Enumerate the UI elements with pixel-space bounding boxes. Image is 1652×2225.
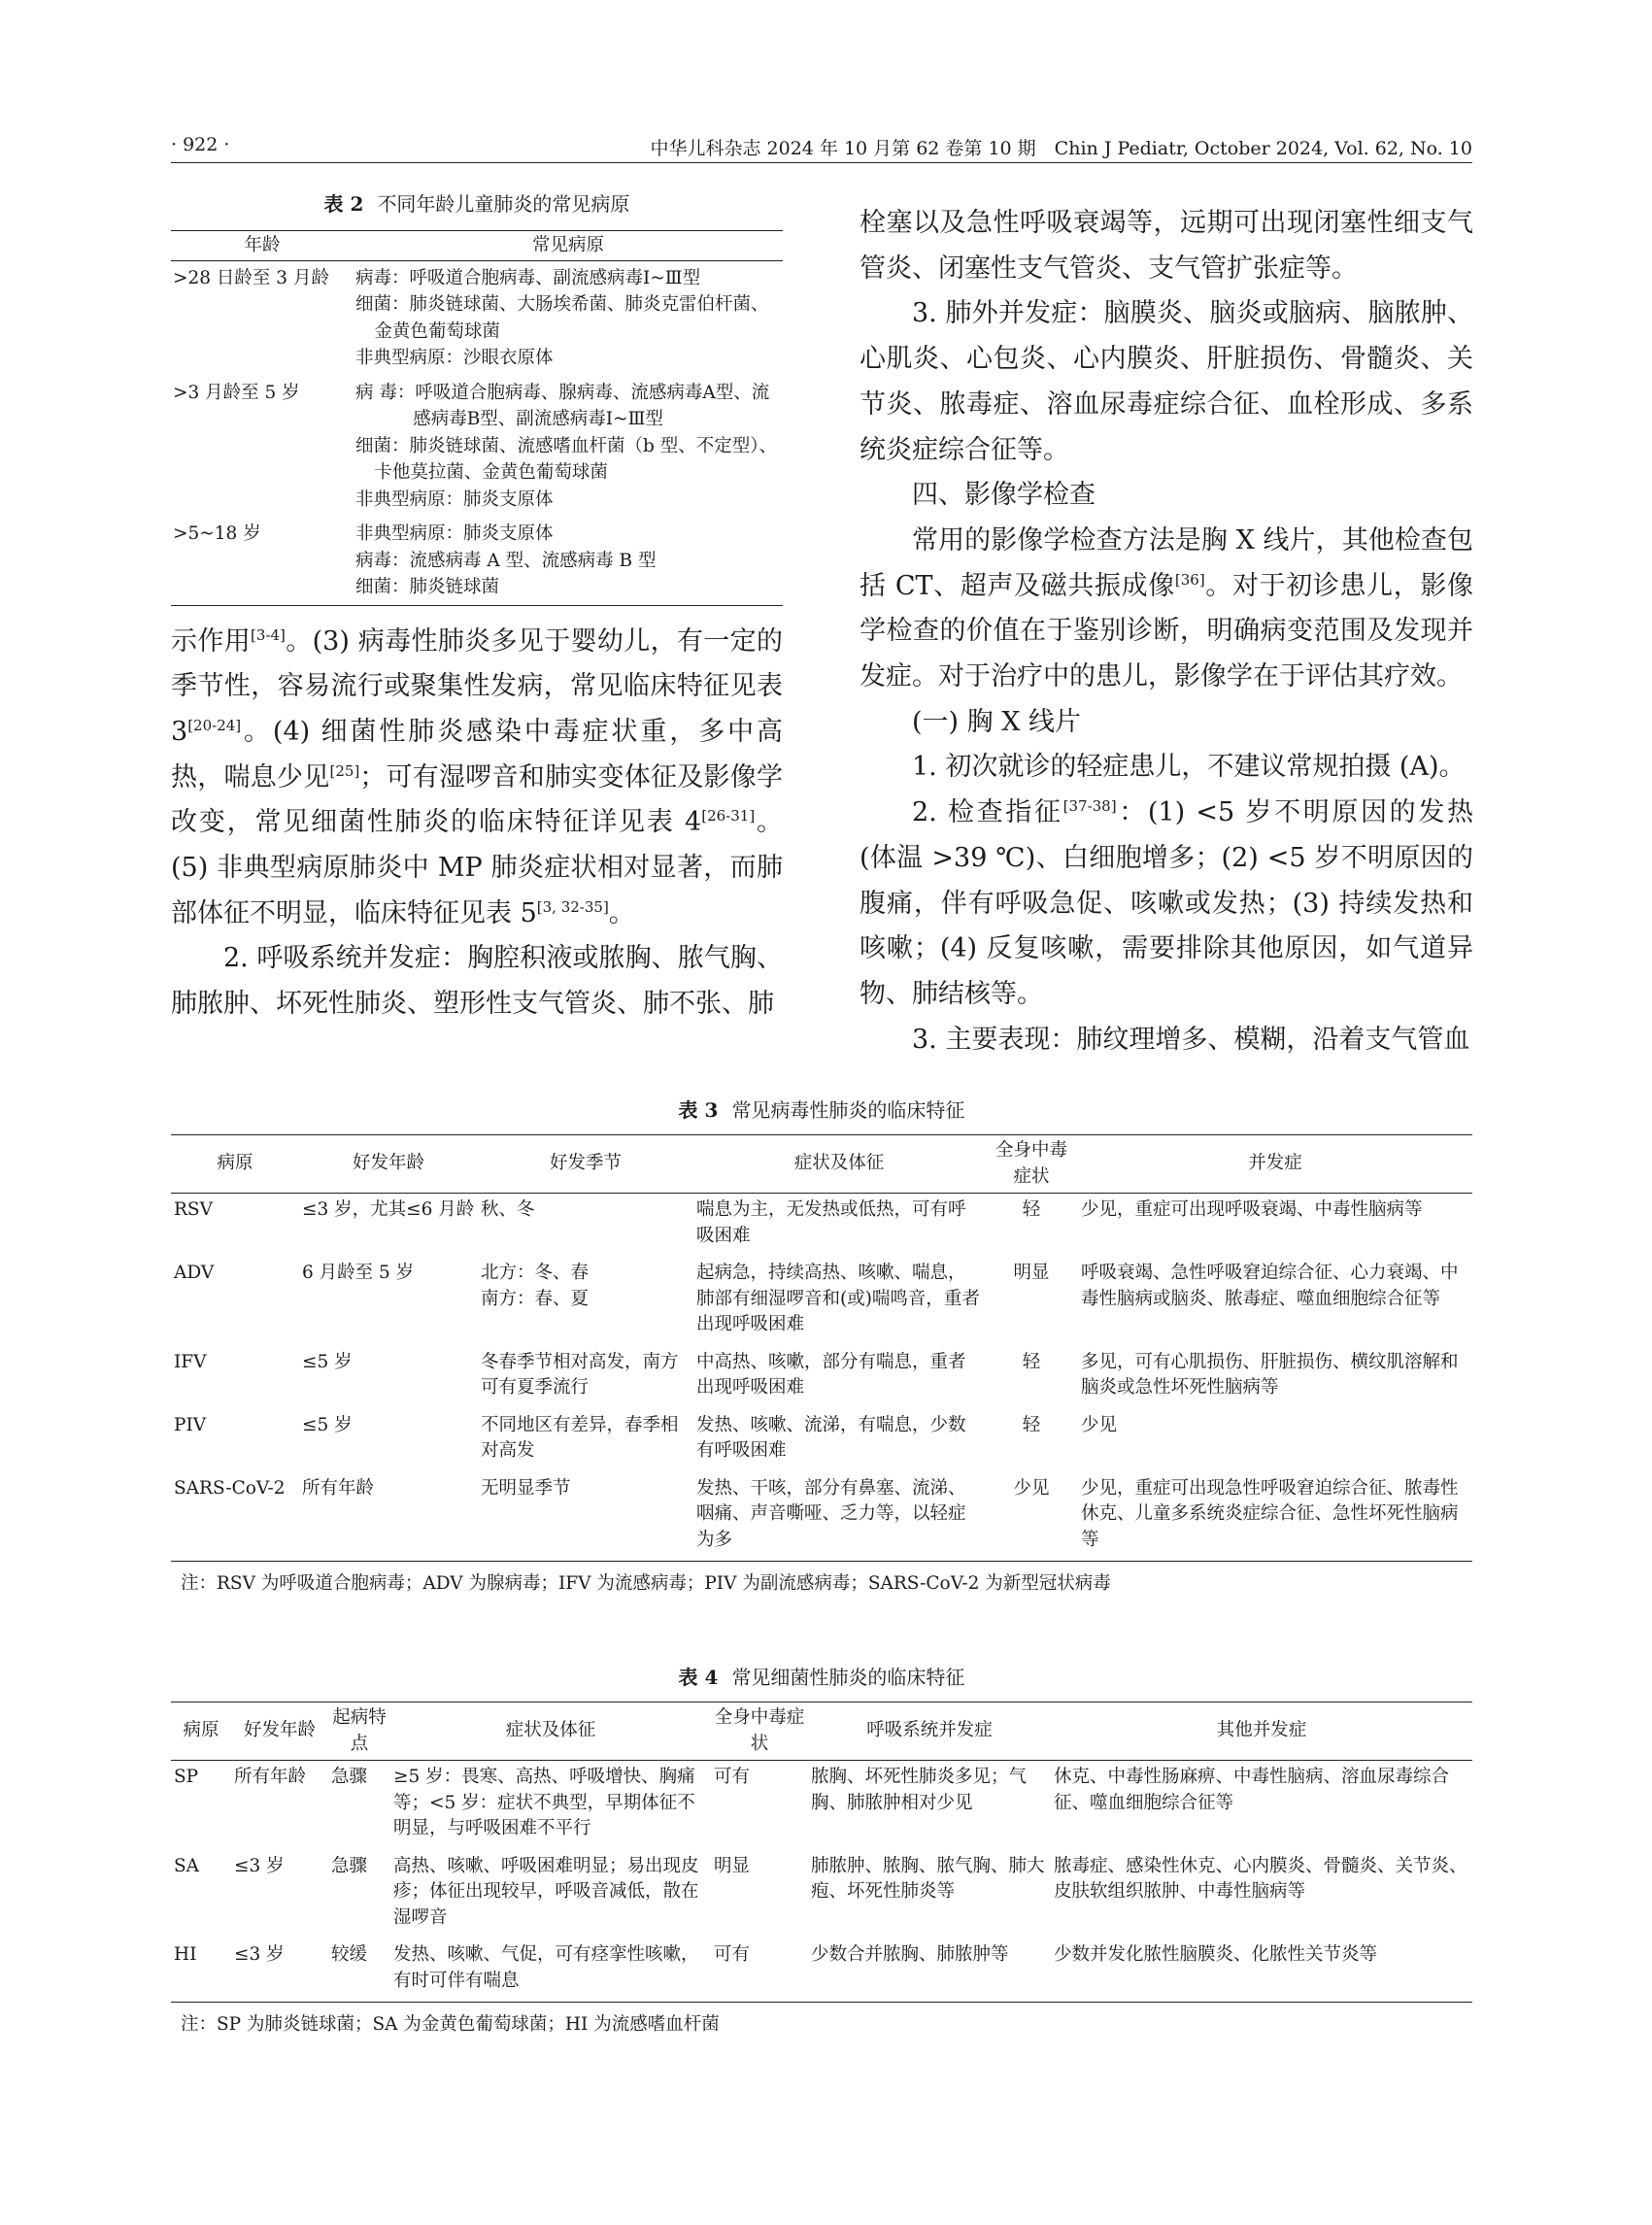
table2-row	[171, 260, 783, 376]
pathogen-line: 病毒：呼吸道合胞病毒、副流感病毒Ⅰ~Ⅲ型	[355, 267, 701, 288]
cell-season: 无明显季节	[478, 1472, 693, 1562]
body-paragraph: 3. 肺外并发症：脑膜炎、脑炎或脑病、脑脓肿、心肌炎、心包炎、心内膜炎、肝脏损伤、骨髓炎、关节炎、脓毒症、溶血尿毒症综合征、血栓形成、多系统炎症综合征等。	[860, 298, 1473, 465]
table3-header: 好发年龄	[299, 1135, 478, 1194]
table3-caption	[171, 1096, 1472, 1125]
cell-toxicity: 可有	[711, 1938, 808, 2003]
cell-pathogen: RSV	[174, 1199, 213, 1220]
cell-season: 不同地区有差异，春季相对高发	[481, 1414, 679, 1461]
cell-pathogen: SA	[174, 1855, 200, 1876]
citation-ref: [3-4]	[251, 625, 286, 644]
table4-header: 好发年龄	[231, 1702, 328, 1761]
cell-toxicity: 明显	[1013, 1263, 1050, 1283]
table2-header-row	[171, 231, 783, 261]
cell-symptoms: 高热、咳嗽、呼吸困难明显；易出现皮疹；体征出现较早，呼吸音减低，散在湿啰音	[393, 1855, 699, 1928]
cell-resp-complications: 肺脓肿、脓胸、脓气胸、肺大疱、坏死性肺炎等	[811, 1855, 1045, 1902]
pathogen-line: 细菌：肺炎链球菌	[355, 577, 500, 597]
table3-header: 全身中毒症状	[985, 1135, 1078, 1194]
cell-age: ≤3 岁	[231, 1938, 328, 2003]
table2-header-pathogen: 常见病原	[354, 231, 783, 261]
table4	[171, 1702, 1472, 2003]
table3	[171, 1134, 1472, 1562]
cell-symptoms: 发热、咳嗽、气促，可有痉挛性咳嗽，有时可伴有喘息	[390, 1938, 711, 2003]
body-paragraph: 2. 检查指征[37-38]：(1) <5 岁不明原因的发热 (体温 >39 ℃)、白细胞增多；(2) <5 岁不明原因的腹痛，伴有呼吸急促、咳嗽或发热；(3) 持续发热和咳嗽；(4) 反复咳嗽，需要排除其他原因，如气道异物、肺结核等。	[860, 797, 1473, 1009]
cell-pathogen: HI	[171, 1938, 231, 2003]
cell-toxicity: 可有	[714, 1767, 751, 1787]
table-row	[171, 1850, 1472, 1939]
cell-toxicity: 轻	[1022, 1414, 1041, 1435]
body-paragraph: 示作用[3-4]。(3) 病毒性肺炎多见于婴幼儿，有一定的季节性，容易流行或聚集性发病，常见临床特征见表 3[20-24]。(4) 细菌性肺炎感染中毒症状重，多中高热，喘息少见[25]；可有湿啰音和肺实变体征及影像学改变，常见细菌性肺炎的临床特征详见表 4[26-31]。(5) 非典型病原肺炎中 MP 肺炎症状相对显著，而肺部体征不明显，临床特征见表 5[3, 32-35]。	[171, 625, 784, 928]
cell-symptoms: ≥5 岁：畏寒、高热、呼吸增快、胸痛等；<5 岁：症状不典型，早期体征不明显，与呼吸困难不平行	[393, 1767, 695, 1838]
citation-ref: [25]	[329, 761, 360, 780]
pathogen-line: 细菌：肺炎链球菌、流感嗜血杆菌（b 型、不定型）、卡他莫拉菌、金黄色葡萄球菌	[355, 435, 777, 483]
cell-symptoms: 发热、咳嗽、流涕，有喘息，少数有呼吸困难	[696, 1414, 966, 1461]
cell-other-complications: 少数并发化脓性脑膜炎、化脓性关节炎等	[1051, 1938, 1472, 2003]
cell-age: ≤3 岁	[234, 1855, 285, 1876]
cell-resp-complications: 脓胸、坏死性肺炎多见；气胸、肺脓肿相对少见	[811, 1767, 1028, 1813]
table2-age-cell: >28 日龄至 3 月龄	[173, 267, 329, 288]
table4-title: 常见细菌性肺炎的临床特征	[731, 1666, 965, 1689]
table2-pathogen-cell	[354, 376, 783, 518]
cell-other-complications: 脓毒症、感染性休克、心内膜炎、骨髓炎、关节炎、皮肤软组织脓肿、中毒性脑病等	[1054, 1855, 1467, 1902]
body-paragraph: 1. 初次就诊的轻症患儿，不建议常规拍摄 (A)。	[912, 752, 1466, 783]
table3-note: 注：RSV 为呼吸道合胞病毒；ADV 为腺病毒；IFV 为流感病毒；PIV 为副流感病毒；SARS-CoV-2 为新型冠状病毒	[181, 1573, 1111, 1594]
cell-age: 所有年龄	[234, 1767, 307, 1787]
running-header	[171, 134, 1472, 163]
right-column	[860, 201, 1473, 1062]
citation-ref: [20-24]	[187, 716, 242, 734]
cell-season: 冬春季节相对高发，南方可有夏季流行	[481, 1351, 679, 1398]
cell-resp-complications: 少数合并脓胸、肺脓肿等	[808, 1938, 1051, 2003]
cell-complications: 呼吸衰竭、急性呼吸窘迫综合征、心力衰竭、中毒性脑病或脑炎、脓毒症、噬血细胞综合征等	[1081, 1263, 1459, 1309]
table4-note: 注：SP 为肺炎链球菌；SA 为金黄色葡萄球菌；HI 为流感嗜血杆菌	[181, 2014, 720, 2035]
cell-other-complications: 休克、中毒性肠麻痹、中毒性脑病、溶血尿毒综合征、噬血细胞综合征等	[1054, 1767, 1450, 1813]
pathogen-line: 非典型病原：沙眼衣原体	[355, 348, 554, 368]
cell-age: ≤3 岁，尤其≤6 月龄	[302, 1199, 475, 1220]
table2-label: 表 2	[323, 192, 364, 216]
table2-caption	[171, 189, 783, 219]
cell-pathogen: PIV	[174, 1414, 207, 1435]
pathogen-line: 病 毒：呼吸道合胞病毒、腺病毒、流感病毒A型、流感病毒B型、副流感病毒Ⅰ~Ⅲ型	[355, 382, 770, 429]
table4-block	[171, 1663, 1472, 2038]
left-column	[171, 189, 783, 1028]
table3-title: 常见病毒性肺炎的临床特征	[731, 1098, 965, 1122]
table2-title: 不同年龄儿童肺炎的常见病原	[377, 192, 630, 216]
table-row	[171, 1938, 1472, 2003]
cell-symptoms: 中高热、咳嗽，部分有喘息，重者出现呼吸困难	[696, 1351, 966, 1398]
cell-onset: 较缓	[328, 1938, 390, 2003]
cell-season: 北方：冬、春 南方：春、夏	[481, 1263, 590, 1309]
table3-block	[171, 1096, 1472, 1597]
table3-header: 好发季节	[478, 1135, 693, 1194]
table-row	[171, 1409, 1472, 1472]
cell-age: ≤5 岁	[302, 1414, 353, 1435]
cell-pathogen: SP	[174, 1767, 199, 1787]
cell-pathogen: IFV	[174, 1351, 207, 1372]
table4-header: 病原	[171, 1702, 231, 1761]
body-paragraph: 栓塞以及急性呼吸衰竭等，远期可出现闭塞性细支气管炎、闭塞性支气管炎、支气管扩张症等。	[860, 208, 1473, 284]
table3-header: 病原	[171, 1135, 299, 1194]
table3-header-row	[171, 1135, 1472, 1194]
table4-header-row	[171, 1702, 1472, 1761]
table2-pathogen-cell	[354, 260, 783, 376]
pathogen-line: 细菌：肺炎链球菌、大肠埃希菌、肺炎克雷伯杆菌、金黄色葡萄球菌	[355, 294, 769, 342]
cell-toxicity: 轻	[1022, 1199, 1041, 1220]
cell-symptoms: 喘息为主，无发热或低热，可有呼吸困难	[696, 1199, 966, 1246]
page-number: · 922 ·	[171, 134, 230, 155]
table-row	[171, 1346, 1472, 1409]
table2-row	[171, 376, 783, 518]
cell-onset: 急骤	[331, 1767, 368, 1787]
table3-label: 表 3	[678, 1098, 719, 1122]
cell-onset: 急骤	[331, 1855, 368, 1876]
cell-complications: 少见，重症可出现呼吸衰竭、中毒性脑病等	[1081, 1199, 1423, 1220]
table2-age-cell: >5~18 岁	[171, 517, 354, 605]
section-heading: 四、影像学检查	[912, 480, 1096, 511]
table2-pathogen-cell	[354, 517, 783, 605]
cell-age: 6 月龄至 5 岁	[302, 1263, 415, 1283]
table-row	[171, 1472, 1472, 1562]
pathogen-line: 非典型病原：肺炎支原体	[355, 523, 554, 544]
subsection-heading: (一) 胸 X 线片	[912, 706, 1082, 737]
cell-complications: 少见	[1081, 1414, 1118, 1435]
citation-ref: [26-31]	[701, 807, 756, 826]
table2-header-age: 年龄	[171, 231, 354, 261]
pathogen-line: 非典型病原：肺炎支原体	[355, 489, 554, 510]
table4-header: 起病特点	[328, 1702, 390, 1761]
table4-header: 全身中毒症状	[711, 1702, 808, 1761]
table4-label: 表 4	[678, 1666, 719, 1689]
table-row	[171, 1257, 1472, 1346]
table4-header: 呼吸系统并发症	[808, 1702, 1051, 1761]
cell-age: 所有年龄	[299, 1472, 478, 1562]
cell-age: ≤5 岁	[302, 1351, 353, 1372]
table4-header: 其他并发症	[1051, 1702, 1472, 1761]
journal-citation: 中华儿科杂志 2024 年 10 月第 62 卷第 10 期 Chin J Pediatr, October 2024, Vol. 62, No. 10	[650, 138, 1472, 159]
table-row	[171, 1761, 1472, 1850]
citation-ref: [3, 32-35]	[536, 897, 609, 916]
cell-toxicity: 轻	[1022, 1351, 1041, 1372]
table3-header: 症状及体征	[693, 1135, 985, 1194]
cell-pathogen: ADV	[174, 1263, 215, 1283]
cell-toxicity: 少见	[985, 1472, 1078, 1562]
citation-ref: [37-38]	[1062, 797, 1117, 816]
cell-season: 秋、冬	[481, 1199, 535, 1220]
citation-ref: [36]	[1174, 570, 1205, 589]
table-row	[171, 1194, 1472, 1258]
body-paragraph: 2. 呼吸系统并发症：胸腔积液或脓胸、脓气胸、肺脓肿、坏死性肺炎、塑形性支气管炎、肺不张、肺	[171, 943, 783, 1020]
table3-header: 并发症	[1078, 1135, 1472, 1194]
cell-symptoms: 发热、干咳，部分有鼻塞、流涕、咽痛、声音嘶哑、乏力等，以轻症为多	[693, 1472, 985, 1562]
table2-age-cell: >3 月龄至 5 岁	[173, 382, 300, 403]
table2-row	[171, 517, 783, 605]
cell-toxicity: 明显	[714, 1855, 751, 1876]
body-paragraph: 常用的影像学检查方法是胸 X 线片，其他检查包括 CT、超声及磁共振成像[36]。对于初诊患儿，影像学检查的价值在于鉴别诊断，明确病变范围及发现并发症。对于治疗中的患儿，影像学在于评估其疗效。	[860, 524, 1474, 692]
table2	[171, 230, 783, 606]
cell-pathogen: SARS-CoV-2	[171, 1472, 299, 1562]
table4-header: 症状及体征	[390, 1702, 711, 1761]
table4-caption	[171, 1663, 1472, 1692]
pathogen-line: 病毒：流感病毒 A 型、流感病毒 B 型	[355, 550, 657, 571]
cell-complications: 少见，重症可出现急性呼吸窘迫综合征、脓毒性休克、儿童多系统炎症综合征、急性坏死性脑病等	[1078, 1472, 1472, 1562]
cell-complications: 多见，可有心肌损伤、肝脏损伤、横纹肌溶解和脑炎或急性坏死性脑病等	[1081, 1351, 1459, 1398]
body-paragraph: 3. 主要表现：肺纹理增多、模糊，沿着支气管血	[912, 1024, 1470, 1055]
cell-symptoms: 起病急，持续高热、咳嗽、喘息，肺部有细湿啰音和(或)喘鸣音，重者出现呼吸困难	[696, 1263, 980, 1334]
